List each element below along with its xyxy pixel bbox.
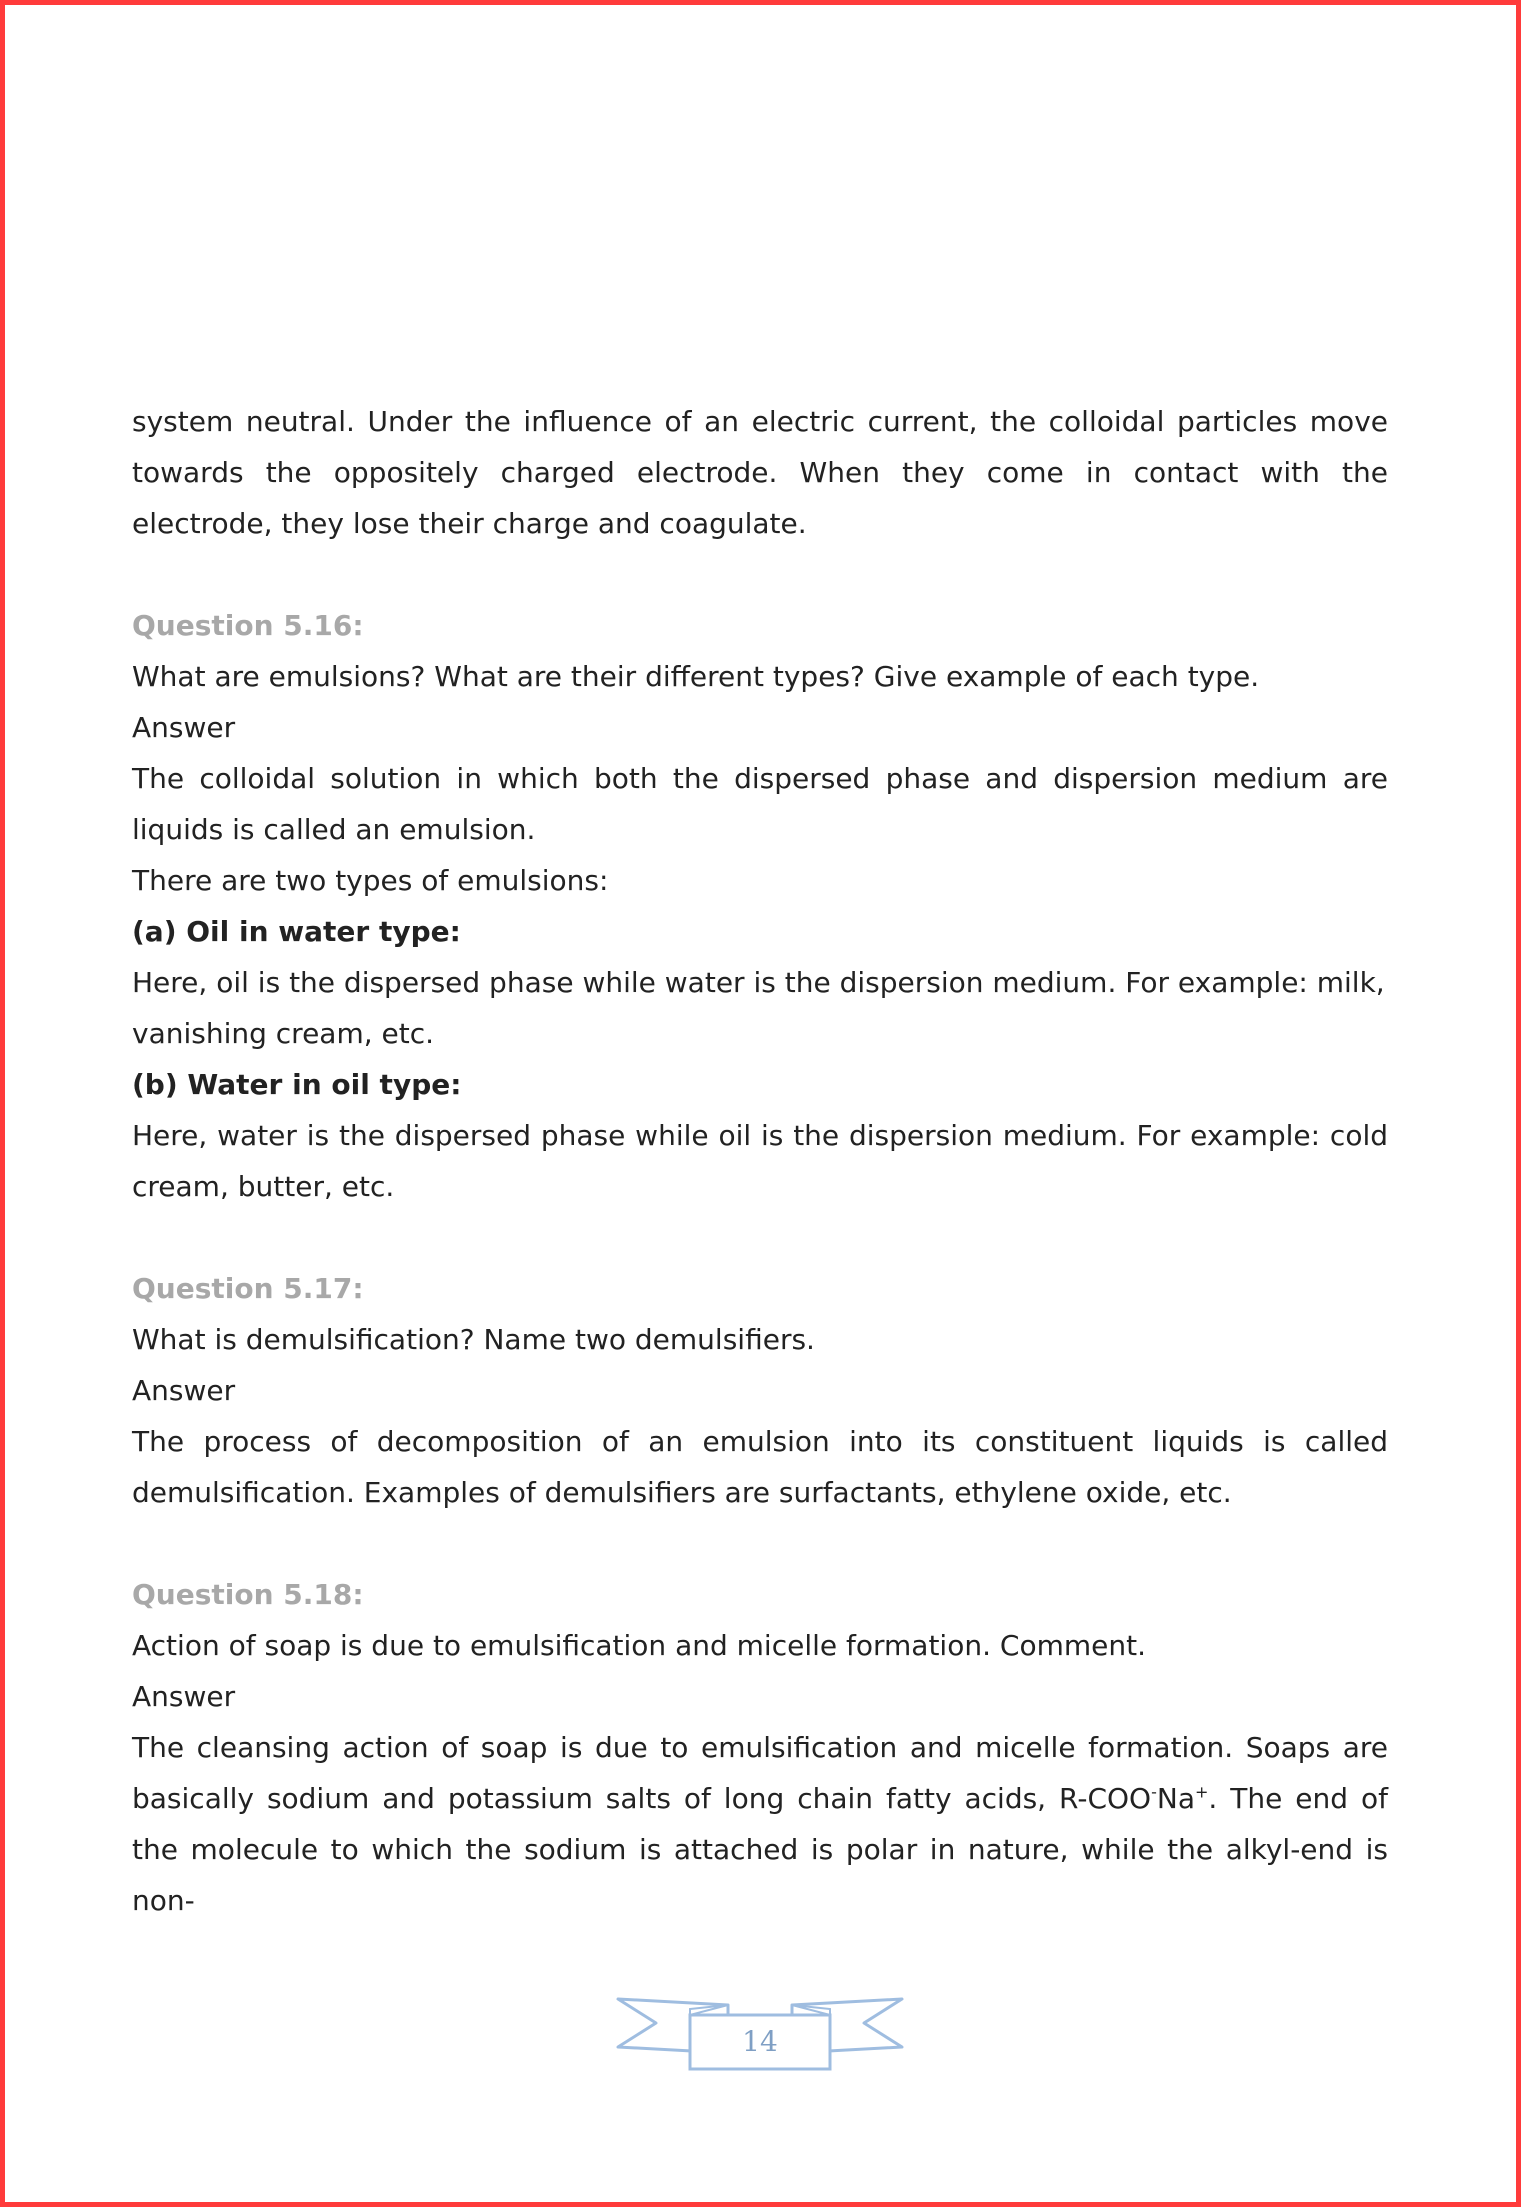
- answer-text-part: Na: [1156, 1782, 1195, 1815]
- answer-paragraph: There are two types of emulsions:: [132, 864, 609, 897]
- page-number: 14: [742, 2025, 778, 2058]
- emulsion-type-a-text: Here, oil is the dispersed phase while water is the dispersion medium. For example: milk, vanishing cream, etc.: [132, 966, 1385, 1050]
- superscript-minus: -: [1151, 1782, 1157, 1802]
- answer-text-part: The cleansing action of soap is due to emulsification and micelle formation. Soaps are basically sodium and potassium salts of long chain fatty acids, R-COO: [132, 1731, 1388, 1815]
- continuation-paragraph: system neutral. Under the influence of an electric current, the colloidal particles move towards the oppositely charged electrode. When they come in contact with the electrode, they lose their charge and coagulate.: [132, 405, 1388, 540]
- answer-paragraph: The process of decomposition of an emulsion into its constituent liquids is called demulsification. Examples of demulsifiers are surfactants, ethylene oxide, etc.: [132, 1425, 1388, 1509]
- question-heading: Question 5.18:: [132, 1578, 364, 1611]
- spacer: [132, 1212, 1388, 1263]
- question-5-18: [132, 1569, 1388, 1926]
- question-heading: Question 5.17:: [132, 1272, 364, 1305]
- superscript-plus: +: [1195, 1782, 1209, 1802]
- answer-label: Answer: [132, 1680, 236, 1713]
- emulsion-type-b-heading: (b) Water in oil type:: [132, 1068, 462, 1101]
- answer-paragraph: [132, 1722, 1388, 1926]
- question-text: What is demulsification? Name two demulsifiers.: [132, 1323, 815, 1356]
- emulsion-type-b-text: Here, water is the dispersed phase while oil is the dispersion medium. For example: cold cream, butter, etc.: [132, 1119, 1388, 1203]
- answer-text-part: . The end of the molecule to which the sodium is attached is polar in nature, while the alkyl-end is non-: [132, 1782, 1388, 1917]
- answer-label: Answer: [132, 1374, 236, 1407]
- emulsion-type-a-heading: (a) Oil in water type:: [132, 915, 461, 948]
- question-text: Action of soap is due to emulsification and micelle formation. Comment.: [132, 1629, 1146, 1662]
- page-number-ribbon: [616, 1991, 904, 2071]
- answer-label: Answer: [132, 711, 236, 744]
- question-heading: Question 5.16:: [132, 609, 364, 642]
- question-5-17: [132, 1263, 1388, 1518]
- answer-paragraph: The colloidal solution in which both the dispersed phase and dispersion medium are liquids is called an emulsion.: [132, 762, 1388, 846]
- page-content: [132, 396, 1388, 1926]
- spacer: [132, 1518, 1388, 1569]
- question-5-16: [132, 600, 1388, 1212]
- spacer: [132, 549, 1388, 600]
- question-text: What are emulsions? What are their different types? Give example of each type.: [132, 660, 1260, 693]
